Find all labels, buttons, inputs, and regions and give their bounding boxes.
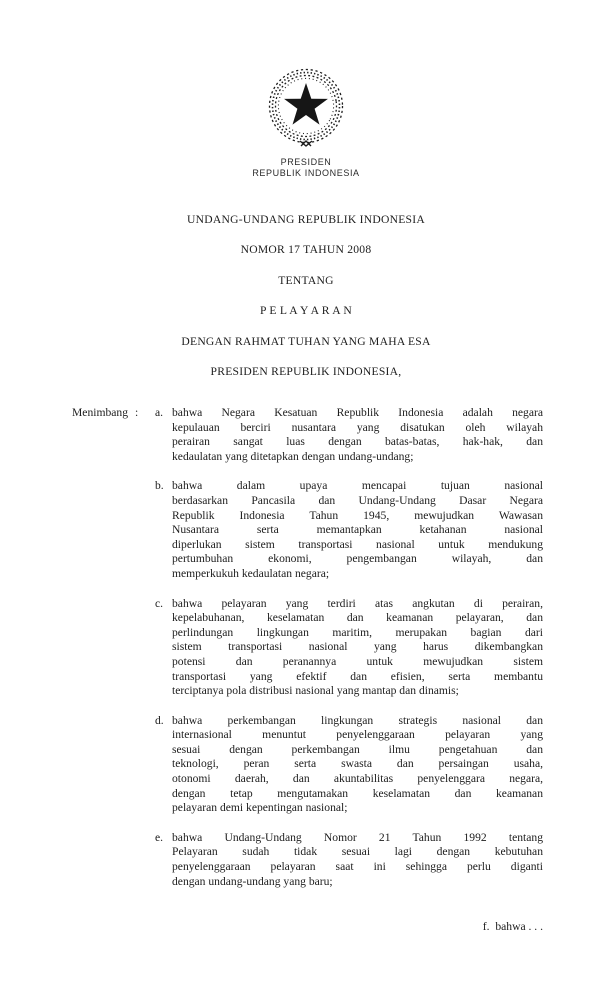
item-letter: e. <box>155 830 164 844</box>
paragraph-line: penyelenggaraan pelayaran saat ini sehingga perlu diganti <box>172 860 543 874</box>
paragraph-line: Republik Indonesia Tahun 1945, mewujudkan Wawasan <box>172 508 543 522</box>
paragraph-line: bahwa Negara Kesatuan Republik Indonesia adalah negara <box>172 406 543 419</box>
letterhead-agency: PRESIDEN <box>280 157 332 167</box>
item-text <box>172 597 543 699</box>
paragraph-line: Nusantara serta memantapkan ketahanan nasional <box>172 523 543 537</box>
paragraph-line: diperlukan sistem transportasi nasional untuk mendukung <box>172 537 543 551</box>
item-letter: a. <box>155 406 164 419</box>
considerations-items <box>155 406 543 889</box>
paragraph-line: potensi dan peranannya untuk mewujudkan sistem <box>172 654 543 668</box>
paragraph-line: perairan sangat luas dengan batas-batas, hak-hak, dan <box>172 435 543 449</box>
paragraph-line: dengan tetap mengutamakan keselamatan dan keamanan <box>172 786 543 800</box>
title-tentang: TENTANG <box>278 273 334 287</box>
seal-svg <box>264 65 348 151</box>
letterhead-country: REPUBLIK INDONESIA <box>252 168 360 178</box>
paragraph-line: Pelayaran sudah tidak sesuai lagi dengan kebutuhan <box>172 845 543 859</box>
paragraph-line: pelayaran demi kepentingan nasional; <box>172 801 348 815</box>
paragraph-line: memperkukuh kedaulatan negara; <box>172 566 330 580</box>
consideration-item <box>155 831 543 889</box>
paragraph-line: kedaulatan yang ditetapkan dengan undang-undang; <box>172 449 414 463</box>
paragraph-line: transportasi yang efektif dan efisien, serta membantu <box>172 669 543 683</box>
item-letter: b. <box>155 479 164 493</box>
title-law-name: UNDANG-UNDANG REPUBLIK INDONESIA <box>187 213 425 226</box>
paragraph-line: bahwa perkembangan lingkungan strategis nasional dan <box>172 713 543 727</box>
catchword: f. bahwa . . . <box>482 920 543 933</box>
paragraph-line: internasional menuntut penyelenggaraan pelayaran yang <box>172 728 543 742</box>
consideration-item <box>155 406 543 464</box>
paragraph-line: kepulauan berciri nusantara yang disatukan oleh wilayah <box>172 420 543 434</box>
paragraph-line: kepelabuhanan, keselamatan dan keamanan pelayaran, dan <box>172 611 543 625</box>
considerations-label: Menimbang <box>72 406 129 419</box>
presidential-seal-icon <box>264 65 348 151</box>
item-text <box>172 831 543 889</box>
paragraph-line: teknologi, peran serta swasta dan persaingan usaha, <box>172 757 543 771</box>
title-authority: PRESIDEN REPUBLIK INDONESIA, <box>210 365 402 379</box>
consideration-item <box>155 597 543 699</box>
paragraph-line: dengan undang-undang yang baru; <box>172 874 333 888</box>
paragraph-line: sistem transportasi nasional yang harus dikembangkan <box>172 640 543 654</box>
item-text <box>172 714 543 816</box>
item-letter: d. <box>155 713 164 727</box>
paragraph-line: sesuai dengan perkembangan ilmu pengetahuan dan <box>172 742 543 756</box>
ribbon-knot-icon <box>300 141 312 146</box>
considerations-section <box>72 406 543 889</box>
item-letter: c. <box>155 596 164 610</box>
paragraph-line: bahwa dalam upaya mencapai tujuan nasional <box>172 479 543 493</box>
paragraph-line: pertumbuhan ekonomi, pengembangan wilayah, dan <box>172 552 543 566</box>
item-text <box>172 406 543 464</box>
paragraph-line: bahwa Undang-Undang Nomor 21 Tahun 1992 tentang <box>172 830 543 844</box>
letterhead <box>0 157 612 179</box>
paragraph-line: bahwa pelayaran yang terdiri atas angkutan di perairan, <box>172 596 543 610</box>
title-invocation: DENGAN RAHMAT TUHAN YANG MAHA ESA <box>181 334 431 348</box>
consideration-item <box>155 714 543 816</box>
item-text <box>172 479 543 581</box>
considerations-colon: : <box>135 406 139 419</box>
title-law-number: NOMOR 17 TAHUN 2008 <box>240 243 372 257</box>
paragraph-line: berdasarkan Pancasila dan Undang-Undang Dasar Negara <box>172 493 543 507</box>
title-subject: P E L A Y A R A N <box>259 304 353 318</box>
star-icon <box>284 83 328 125</box>
title-block <box>0 205 612 387</box>
consideration-item <box>155 479 543 581</box>
paragraph-line: perlindungan lingkungan maritim, merupakan bagian dari <box>172 625 543 639</box>
paragraph-line: otonomi daerah, dan akuntabilitas penyelenggara negara, <box>172 772 543 786</box>
paragraph-line: terciptanya pola distribusi nasional yang mantap dan dinamis; <box>172 684 459 698</box>
